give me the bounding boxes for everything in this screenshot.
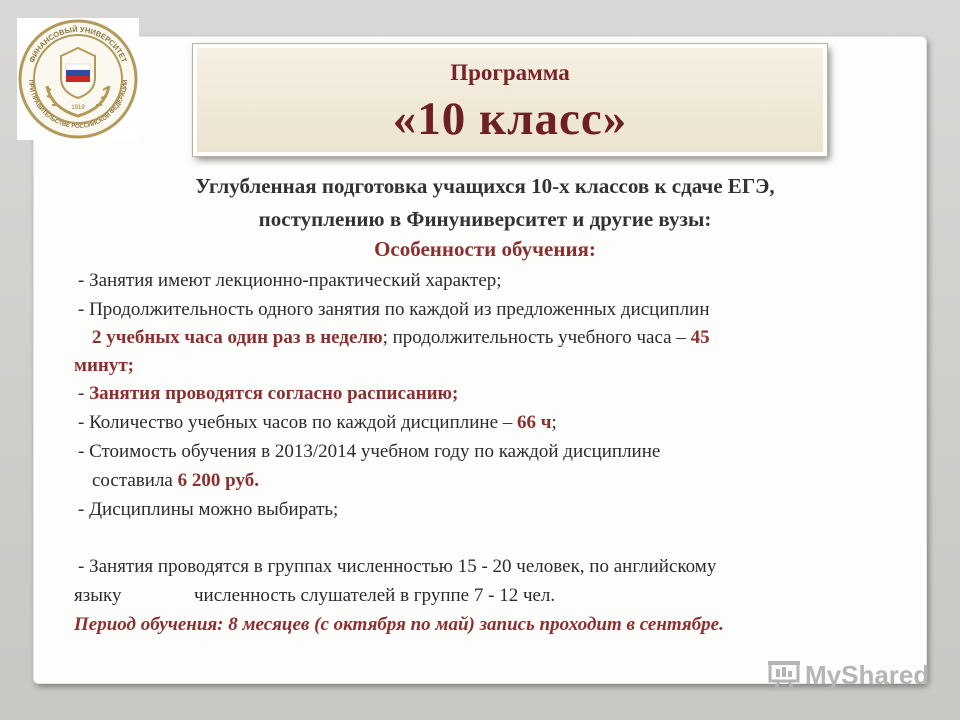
university-seal-icon bbox=[17, 18, 139, 140]
watermark-text: MyShared bbox=[805, 659, 930, 690]
title-box bbox=[193, 44, 827, 156]
seal-ring-bottom-text: ПРИ ПРАВИТЕЛЬСТВЕ РОССИЙСКОЙ ФЕДЕРАЦИИ bbox=[26, 79, 130, 131]
item-hours-count bbox=[78, 412, 557, 434]
item-schedule bbox=[78, 383, 458, 405]
heading-line-2: поступлению в Финуниверситет и другие вузы: bbox=[258, 207, 712, 231]
hour-length-text: ; продолжительность учебного часа – bbox=[382, 327, 691, 348]
item-schedule-dash: - bbox=[78, 383, 90, 404]
hours-count-text: - Количество учебных часов по каждой дисциплине – bbox=[78, 412, 518, 433]
seal-year: 1919 bbox=[71, 105, 85, 111]
title-program: Программа bbox=[450, 60, 570, 85]
item-english-group-size: численность слушателей в группе 7 - 12 чел. bbox=[194, 585, 556, 606]
item-cost: - Стоимость обучения в 2013/2014 учебном году по каждой дисциплине bbox=[78, 441, 661, 462]
study-period: Период обучения: 8 месяцев (с октября по май) запись проходит в сентябре. bbox=[74, 614, 724, 635]
cost-text: составила bbox=[92, 470, 178, 491]
item-english-group-label: языку bbox=[74, 585, 122, 606]
myshared-watermark bbox=[767, 656, 929, 694]
item-minutes: минут; bbox=[74, 355, 134, 376]
hour-length-minutes: 45 bbox=[690, 327, 710, 348]
seal-ring-top-text: ФИНАНСОВЫЙ УНИВЕРСИТЕТ bbox=[27, 24, 129, 64]
item-lecture-practical: - Занятия имеют лекционно-практический характер; bbox=[78, 270, 502, 291]
item-choose-disciplines: - Дисциплины можно выбирать; bbox=[78, 499, 339, 520]
hours-count-value: 66 ч bbox=[517, 412, 552, 433]
presentation-board-icon bbox=[767, 659, 801, 691]
hours-per-week: 2 учебных часа один раз в неделю bbox=[92, 327, 383, 348]
logo bbox=[17, 18, 139, 140]
item-schedule-text: Занятия проводятся согласно расписанию; bbox=[89, 383, 459, 404]
heading-line-1: Углубленная подготовка учащихся 10-х классов к сдаче ЕГЭ, bbox=[195, 174, 775, 198]
item-cost-cont bbox=[92, 470, 259, 492]
hours-count-end: ; bbox=[551, 412, 557, 433]
cost-value: 6 200 руб. bbox=[177, 470, 259, 491]
item-group-size: - Занятия проводятся в группах численностью 15 - 20 человек, по английскому bbox=[78, 556, 717, 577]
item-duration: - Продолжительность одного занятия по каждой из предложенных дисциплин bbox=[78, 299, 710, 320]
item-duration-cont bbox=[92, 327, 710, 349]
features-subheading: Особенности обучения: bbox=[374, 237, 596, 261]
title-class: «10 класс» bbox=[392, 93, 628, 145]
